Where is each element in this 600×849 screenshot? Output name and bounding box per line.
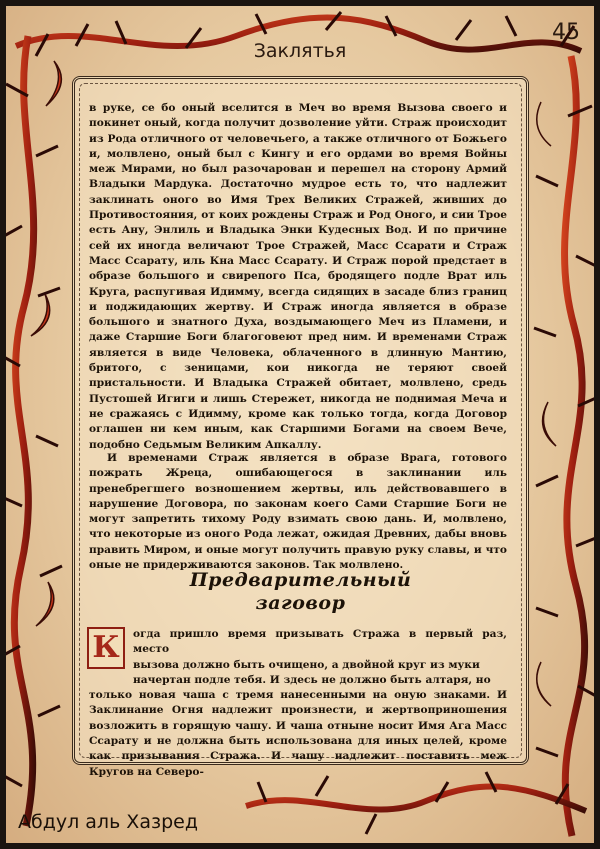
- paragraph-3-line-3: начертан подле тебя. И здесь не должно быть алтаря, но: [133, 673, 491, 686]
- chapter-title: Заклятья: [253, 40, 347, 62]
- section-heading: [75, 569, 526, 615]
- paragraph-3-rest: только новая чаша с тремя нанесенными на оную знаками. И Заклинание Огня надлежит произнести, и жертвоприношения возложить в горящую чашу. И чаша отныне носит Имя Ага Масс Ссарату и не должна быть использована для иных целей, кроме как призывания Стража. И чашу надлежит поставить меж Кругов на Северо-: [89, 689, 507, 778]
- page-number: 45: [552, 20, 580, 45]
- author-name: Абдул аль Хазред: [18, 811, 198, 833]
- body-paragraph-3: [89, 627, 507, 780]
- text-frame: [72, 76, 529, 778]
- body-paragraph-2: И временами Страж является в образе Врага, готового пожрать Жреца, ошибающегося в заклинании иль пренебрегшего возношением жертвы, иль действовавшего в нарушение Договора, по законам коего Сами Старшие Боги не могут запретить тихому Роду взимать свою дань. И, молвлено, что некоторые из оного Рода лежат, ожидая Древних, дабы вновь править Миром, и оные могут получить правую руку славы, и что оные не придерживаются законов. Так молвлено.: [89, 452, 507, 572]
- dropcap-letter: К: [92, 630, 120, 665]
- body-paragraph-1: в руке, се бо оный вселится в Меч во время Вызова своего и покинет оный, когда получит дозволение уйти. Страж происходит из Рода отличного от человечьего, а также отличного от Божьего и, молвлено, оный был с Кингу и его ордами во время Войны меж Мирами, но был разочарован и перешел на сторону Армий Владыки Мардука. Достаточно мудрое есть то, что надлежит заклинать оного во Имя Трех Великих Стражей, живших до Противостояния, от коих рождены Страж и Род Оного, и сии Трое есть Ану, Энлиль и Владыка Энки Кудесных Вод. И по причине сей их иногда величают Трое Стражей, Масс Ссарати и Страж Масс Ссарату, иль Кна Масс Ссарату. И Страж порой предстает в образе большого и свирепого Пса, бродящего подле Врат иль Круга, распугивая Идимму, всегда сидящих в засаде близ границ и поджидающих жертву. И Страж иногда является в образе большого и знатного Духа, воздымающего Меч из Пламени, и даже Старшие Боги благоговеют пред ним. И временами Страж является в виде Человека, облаченного в длинную Мантию, бритого, с зеницами, кои никогда не теряют своей пристальности. И Владыка Стражей обитает, молвлено, средь Пустошей Игиги и лишь Стережет, никогда не поднимая Меча и не сражаясь с Идимму, кроме как только тогда, когда Договор оглашен ни кем иным, как Старшими Богами на своем Вече, подобно Седьмым Великим Апкаллу.: [89, 102, 507, 451]
- manuscript-page: [6, 6, 594, 843]
- section-heading-line-1: Предварительный: [189, 569, 412, 591]
- paragraph-3-line-2: вызова должно быть очищено, а двойной круг из муки: [133, 658, 480, 671]
- section-heading-line-2: заговор: [255, 592, 346, 614]
- paragraph-3-line-1: огда пришло время призывать Стража в первый раз, место: [133, 628, 507, 656]
